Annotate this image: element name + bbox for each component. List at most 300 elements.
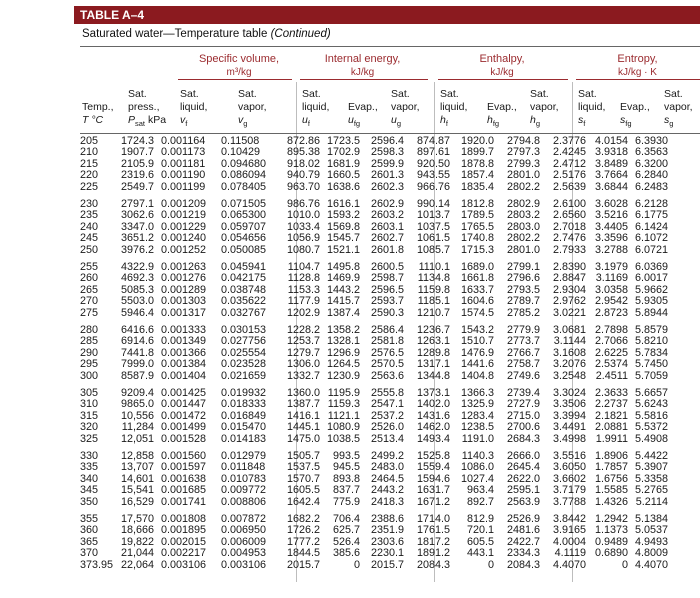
cell-temp: 320 [80, 421, 99, 434]
cell-sg: 5.8579 [634, 323, 668, 336]
cell-press: 5085.3 [120, 283, 154, 296]
cell-hfg: 963.4 [466, 484, 494, 497]
cell-sfg: 2.7898 [594, 323, 628, 336]
cell-press: 2319.6 [120, 169, 154, 182]
header-hf [440, 88, 467, 130]
cell-sf: 3.2076 [552, 358, 586, 371]
cell-ufg: 1387.4 [326, 306, 360, 319]
cell-ufg: 1080.9 [326, 421, 360, 434]
cell-vf: 0.001404 [161, 369, 207, 382]
cell-uf: 2015.7 [286, 558, 320, 571]
cell-vg: 0.019932 [221, 386, 267, 399]
cell-ufg: 1264.5 [326, 358, 360, 371]
cell-press: 2797.1 [120, 197, 154, 210]
cell-vf: 0.002015 [161, 535, 207, 548]
header-vf-line0: Sat. [180, 88, 199, 100]
cell-sfg: 1.8906 [594, 449, 628, 462]
group-enthalpy-rule [438, 79, 568, 80]
cell-uf: 1360.0 [286, 386, 320, 399]
cell-sg: 6.1775 [634, 209, 668, 222]
cell-hg: 2773.7 [506, 335, 540, 348]
cell-sf: 4.0004 [552, 535, 586, 548]
cell-ug: 2598.7 [370, 272, 404, 285]
table-row [80, 359, 668, 370]
cell-uf: 1642.4 [286, 495, 320, 508]
cell-ufg: 1495.8 [326, 260, 360, 273]
cell-sf: 3.6050 [552, 461, 586, 474]
cell-sf: 2.5176 [552, 169, 586, 182]
cell-press: 3976.2 [120, 243, 154, 256]
cell-vf: 0.001209 [161, 197, 207, 210]
cell-sfg: 0.6890 [594, 547, 628, 560]
header-hfg [487, 101, 517, 130]
header-sg-line1: vapor, [664, 101, 693, 113]
cell-sg: 4.9493 [634, 535, 668, 548]
cell-vg: 0.004953 [221, 547, 267, 560]
cell-ug: 2601.3 [370, 169, 404, 182]
cell-uf: 940.79 [286, 169, 320, 182]
cell-sf: 3.0681 [552, 323, 586, 336]
header-hfg-line1: Evap., [487, 101, 517, 113]
cell-ug: 2537.2 [370, 409, 404, 422]
cell-ufg: 526.4 [332, 535, 360, 548]
cell-ug: 2443.2 [370, 484, 404, 497]
cell-sg: 5.5816 [634, 409, 668, 422]
table-row [80, 497, 668, 508]
cell-sg: 6.0721 [634, 243, 668, 256]
header-hf-symbol: h [440, 114, 446, 126]
cell-press: 16,529 [120, 495, 154, 508]
cell-hfg: 1238.5 [460, 421, 494, 434]
group-enthalpy-title: Enthalpy, [479, 53, 525, 65]
cell-ufg: 1545.7 [326, 232, 360, 245]
cell-sfg: 3.6844 [594, 180, 628, 193]
cell-sfg: 0 [621, 558, 628, 571]
header-sg-line0: Sat. [664, 88, 683, 100]
cell-hfg: 1574.5 [460, 306, 494, 319]
cell-hg: 2758.7 [506, 358, 540, 371]
cell-vf: 0.001349 [161, 335, 207, 348]
cell-hfg: 1899.7 [460, 146, 494, 159]
cell-ufg: 1296.9 [326, 346, 360, 359]
cell-hf: 1891.2 [416, 547, 450, 560]
cell-vg: 0.045941 [221, 260, 267, 273]
cell-sf: 4.4070 [552, 558, 586, 571]
cell-ug: 2526.0 [370, 421, 404, 434]
cell-hg: 2526.9 [506, 512, 540, 525]
header-vg-symbol: v [238, 114, 244, 126]
cell-temp: 290 [80, 346, 99, 359]
cell-uf: 1080.7 [286, 243, 320, 256]
header-sfg [620, 101, 650, 130]
cell-hg: 2796.6 [506, 272, 540, 285]
header-temp-line1: Temp., [82, 101, 114, 113]
cell-vg: 0.071505 [221, 197, 267, 210]
cell-press: 21,044 [120, 547, 154, 560]
group-internal-energy-unit: kJ/kg [350, 67, 375, 78]
cell-ug: 2418.3 [370, 495, 404, 508]
cell-temp: 225 [80, 180, 99, 193]
header-sg [664, 88, 693, 130]
cell-hg: 2793.5 [506, 283, 540, 296]
cell-sfg: 2.7066 [594, 335, 628, 348]
cell-sfg: 2.2737 [594, 398, 628, 411]
cell-ufg: 1443.2 [326, 283, 360, 296]
cell-press: 4322.9 [120, 260, 154, 273]
header-ug-symbol: u [391, 114, 397, 126]
cell-vf: 0.001263 [161, 260, 207, 273]
cell-hg: 2797.3 [506, 146, 540, 159]
cell-ufg: 993.5 [332, 449, 360, 462]
cell-press: 8587.9 [120, 369, 154, 382]
cell-ufg: 1230.9 [326, 369, 360, 382]
header-vf-sub: f [185, 119, 188, 129]
cell-vf: 0.001560 [161, 449, 207, 462]
cell-vg: 0.012979 [221, 449, 267, 462]
header-vg [238, 88, 267, 130]
header-vf-symbol: v [180, 114, 186, 126]
header-sf [578, 88, 605, 130]
cell-sfg: 3.1169 [595, 272, 628, 285]
cell-hfg: 1027.4 [460, 472, 494, 485]
cell-hfg: 1661.8 [460, 272, 494, 285]
cell-vf: 0.001366 [161, 346, 207, 359]
cell-press: 7999.0 [120, 358, 154, 371]
cell-sfg: 3.4405 [594, 220, 628, 233]
cell-ufg: 1702.9 [326, 146, 360, 159]
cell-sg: 5.9305 [634, 295, 668, 308]
cell-ug: 2576.5 [370, 346, 404, 359]
cell-sfg: 2.9542 [594, 295, 628, 308]
cell-press: 3347.0 [120, 220, 154, 233]
cell-ug: 2593.7 [370, 295, 404, 308]
cell-sg: 5.7834 [634, 346, 668, 359]
cell-sf: 3.6602 [552, 472, 586, 485]
cell-sf: 3.3994 [552, 409, 586, 422]
cell-ufg: 0 [353, 558, 360, 571]
cell-hg: 2785.2 [506, 306, 540, 319]
cell-press: 3651.2 [120, 232, 154, 245]
table-row [80, 434, 668, 445]
cell-sf: 2.7018 [552, 220, 586, 233]
header-bottom-rule [80, 133, 700, 134]
cell-ug: 2600.5 [370, 260, 404, 273]
cell-uf: 1445.1 [286, 421, 320, 434]
cell-uf: 1726.2 [286, 524, 320, 537]
group-internal-energy-title: Internal energy, [324, 53, 401, 65]
cell-vg: 0.009772 [221, 484, 267, 497]
header-ufg-line1: Evap., [348, 101, 378, 113]
cell-temp: 230 [80, 197, 99, 210]
cell-hfg: 1086.0 [460, 461, 494, 474]
cell-hg: 2481.6 [506, 524, 540, 537]
cell-ug: 2598.3 [370, 146, 404, 159]
cell-hf: 943.55 [416, 169, 450, 182]
table-row [80, 371, 668, 382]
cell-ufg: 1660.5 [326, 169, 360, 182]
cell-vg: 0.027756 [221, 335, 267, 348]
cell-sg: 5.3907 [634, 461, 668, 474]
cell-hfg: 1140.3 [461, 449, 494, 462]
header-ug-sub: g [396, 119, 402, 129]
cell-hg: 2563.9 [506, 495, 540, 508]
cell-uf: 918.02 [286, 157, 320, 170]
cell-sf: 2.5639 [552, 180, 586, 193]
cell-uf: 1056.9 [286, 232, 320, 245]
cell-hf: 1210.7 [416, 306, 450, 319]
header-sf-line0: Sat. [578, 88, 597, 100]
header-top-rule [80, 46, 700, 47]
cell-vf: 0.001499 [161, 421, 207, 434]
group-specific-volume-title: Specific volume, [198, 53, 280, 65]
header-hg-line2 [530, 114, 559, 130]
group-specific-volume [185, 53, 293, 79]
cell-uf: 1128.8 [287, 272, 320, 285]
cell-sf: 3.7179 [552, 484, 586, 497]
cell-temp: 305 [80, 386, 99, 399]
cell-ug: 2563.6 [370, 369, 404, 382]
header-vf-line1: liquid, [180, 101, 208, 113]
header-press [128, 88, 166, 130]
cell-vf: 0.001472 [161, 409, 207, 422]
cell-sg: 5.4908 [634, 432, 668, 445]
header-temp-line2: T °C [82, 114, 104, 126]
header-ug-line0: Sat. [391, 88, 410, 100]
cell-hf: 1344.8 [416, 369, 450, 382]
cell-hf: 1631.7 [416, 484, 450, 497]
cell-sfg: 3.3596 [594, 232, 628, 245]
cell-hg: 2715.0 [506, 409, 540, 422]
cell-press: 4692.3 [120, 272, 154, 285]
cell-ug: 2513.4 [370, 432, 404, 445]
cell-uf: 1177.9 [287, 295, 320, 308]
cell-sfg: 1.5585 [594, 484, 628, 497]
header-press-sub: sat [135, 119, 146, 129]
cell-temp: 275 [80, 306, 99, 319]
cell-vg: 0.014183 [221, 432, 267, 445]
cell-temp: 355 [80, 512, 99, 525]
cell-sf: 2.9304 [552, 283, 586, 296]
cell-hg: 2799.1 [506, 260, 540, 273]
cell-ug: 2303.6 [370, 535, 404, 548]
cell-sg: 5.2114 [635, 495, 668, 508]
header-ug-line2 [391, 114, 420, 130]
cell-hfg: 720.1 [466, 524, 494, 537]
cell-uf: 1202.9 [286, 306, 320, 319]
cell-press: 13,707 [120, 461, 154, 474]
cell-hg: 2803.0 [506, 220, 540, 233]
cell-sf: 2.3776 [552, 135, 586, 147]
header-press-line2 [128, 114, 166, 130]
cell-vg: 0.006009 [221, 535, 267, 548]
cell-vg: 0.050085 [221, 243, 267, 256]
cell-temp: 255 [80, 260, 99, 273]
header-sg-sub: g [669, 119, 674, 129]
cell-ug: 2388.6 [370, 512, 404, 525]
cell-vf: 0.001303 [161, 295, 207, 308]
header-vg-line0: Sat. [238, 88, 257, 100]
cell-uf: 1605.5 [286, 484, 320, 497]
cell-hg: 2622.0 [506, 472, 540, 485]
header-sfg-line1: Evap., [620, 101, 650, 113]
cell-vf: 0.001289 [161, 283, 207, 296]
cell-hg: 2779.9 [506, 323, 540, 336]
cell-press: 11,284 [121, 421, 154, 434]
cell-sg: 6.3563 [634, 146, 668, 159]
header-temp [82, 101, 114, 127]
cell-sf: 3.1144 [553, 335, 586, 348]
cell-vf: 0.001638 [161, 472, 207, 485]
cell-temp: 295 [80, 358, 99, 371]
cell-sg: 5.4422 [634, 449, 668, 462]
cell-hfg: 1633.7 [460, 283, 494, 296]
header-sf-symbol: s [578, 114, 584, 126]
cell-temp: 315 [80, 409, 99, 422]
cell-hfg: 812.9 [466, 512, 494, 525]
cell-vf: 0.001164 [161, 135, 206, 147]
subtitle-suffix: (Continued) [270, 28, 331, 40]
cell-hfg: 1715.3 [460, 243, 494, 256]
cell-sfg: 3.8489 [594, 157, 628, 170]
cell-press: 7441.8 [120, 346, 154, 359]
header-hg-line1: vapor, [530, 101, 559, 113]
cell-temp: 365 [80, 535, 99, 548]
cell-uf: 895.38 [286, 146, 320, 159]
cell-sg: 5.3358 [634, 472, 668, 485]
cell-press: 1724.3 [120, 135, 154, 147]
group-specific-volume-unit: m³/kg [226, 67, 252, 78]
cell-ufg: 1616.1 [326, 197, 360, 210]
cell-ufg: 385.6 [332, 547, 360, 560]
cell-hf: 1817.2 [416, 535, 450, 548]
cell-hg: 2700.6 [506, 421, 540, 434]
cell-hf: 1134.8 [417, 272, 450, 285]
cell-hfg: 1191.0 [461, 432, 494, 445]
cell-ufg: 1681.9 [326, 157, 360, 170]
cell-hg: 2801.0 [506, 243, 540, 256]
cell-vf: 0.001173 [161, 146, 206, 159]
header-sf-line2 [578, 114, 605, 130]
cell-ug: 2590.3 [370, 306, 404, 319]
cell-sfg: 1.6756 [594, 472, 628, 485]
cell-temp: 340 [80, 472, 99, 485]
cell-temp: 205 [80, 135, 99, 147]
header-hfg-sub: fg [492, 119, 500, 129]
cell-temp: 335 [80, 461, 99, 474]
cell-hf: 1037.5 [416, 220, 450, 233]
cell-hfg: 443.1 [466, 547, 494, 560]
group-enthalpy [437, 53, 567, 79]
cell-vf: 0.001447 [161, 398, 207, 411]
header-hf-line2 [440, 114, 467, 130]
cell-ufg: 625.7 [332, 524, 360, 537]
cell-temp: 285 [80, 335, 99, 348]
cell-sfg: 2.1821 [594, 409, 628, 422]
cell-ufg: 1159.3 [327, 398, 360, 411]
cell-hf: 1289.8 [416, 346, 450, 359]
cell-temp: 250 [80, 243, 99, 256]
cell-vf: 0.001333 [161, 323, 207, 336]
cell-hfg: 1857.4 [460, 169, 494, 182]
cell-ufg: 1038.5 [326, 432, 360, 445]
header-hg-line0: Sat. [530, 88, 549, 100]
cell-hf: 1263.1 [416, 335, 450, 348]
cell-temp: 360 [80, 524, 99, 537]
cell-hfg: 1789.5 [460, 209, 494, 222]
cell-vf: 0.003106 [161, 558, 207, 571]
cell-vg: 0.015470 [221, 421, 267, 434]
cell-temp: 310 [80, 398, 99, 411]
cell-sfg: 3.5216 [594, 209, 628, 222]
cell-temp: 373.95 [80, 558, 114, 571]
cell-sfg: 2.4511 [595, 369, 628, 382]
header-uf-sub: f [307, 119, 310, 129]
cell-sfg: 2.8723 [594, 306, 628, 319]
cell-sf: 2.8390 [552, 260, 586, 273]
cell-uf: 1505.7 [286, 449, 320, 462]
cell-uf: 1279.7 [286, 346, 320, 359]
cell-press: 12,858 [120, 449, 154, 462]
group-entropy-title: Entropy, [617, 53, 658, 65]
cell-ufg: 893.8 [332, 472, 360, 485]
header-sg-symbol: s [664, 114, 670, 126]
cell-hg: 2666.0 [506, 449, 540, 462]
cell-sg: 6.1072 [634, 232, 668, 245]
cell-uf: 1570.7 [286, 472, 320, 485]
cell-hfg: 1689.0 [460, 260, 494, 273]
cell-sg: 5.8944 [634, 306, 668, 319]
cell-vf: 0.001741 [161, 495, 207, 508]
header-ufg-sub: fg [353, 119, 361, 129]
header-hf-line0: Sat. [440, 88, 459, 100]
cell-uf: 986.76 [286, 197, 320, 210]
cell-temp: 370 [80, 547, 99, 560]
header-vf [180, 88, 207, 130]
header-vg-line1: vapor, [238, 101, 267, 113]
cell-hfg: 892.7 [466, 495, 494, 508]
header-vf-line2 [180, 114, 207, 130]
cell-hf: 1671.2 [416, 495, 450, 508]
cell-press: 3062.6 [120, 209, 154, 222]
cell-hg: 2789.7 [506, 295, 540, 308]
cell-vf: 0.001384 [161, 358, 207, 371]
cell-hf: 1085.7 [416, 243, 450, 256]
cell-hg: 2802.2 [506, 232, 540, 245]
header-hf-line1: liquid, [440, 101, 468, 113]
cell-ug: 2602.7 [370, 232, 404, 245]
cell-sf: 2.7933 [552, 243, 586, 256]
cell-ug: 2570.5 [370, 358, 404, 371]
group-internal-energy-rule [300, 79, 428, 80]
cell-sfg: 2.6225 [594, 346, 628, 359]
cell-hf: 1559.4 [416, 461, 450, 474]
cell-vg: 0.030153 [221, 323, 267, 336]
cell-vf: 0.001229 [161, 220, 207, 233]
cell-sg: 6.0017 [634, 272, 668, 285]
cell-hf: 1110.1 [418, 260, 450, 273]
cell-temp: 330 [80, 449, 99, 462]
cell-temp: 240 [80, 220, 99, 233]
header-ufg [348, 101, 378, 130]
cell-temp: 270 [80, 295, 99, 308]
cell-ufg: 1328.1 [326, 335, 360, 348]
cell-vf: 0.001199 [161, 180, 206, 193]
cell-vg: 0.054656 [221, 232, 267, 245]
cell-sfg: 3.2788 [594, 243, 628, 256]
cell-vg: 0.016849 [221, 409, 267, 422]
cell-ug: 2351.9 [370, 524, 404, 537]
cell-hfg: 1404.8 [460, 369, 494, 382]
